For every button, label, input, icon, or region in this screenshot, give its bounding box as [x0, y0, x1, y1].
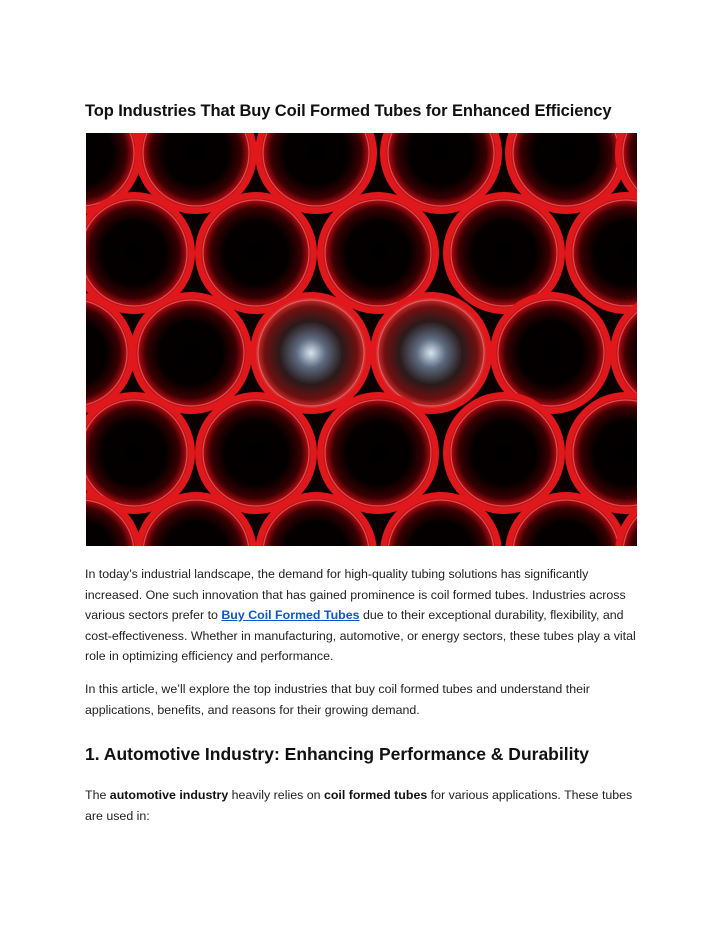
tube-circle — [198, 195, 314, 311]
intro-text-after-link: due to their exceptional durability, flexibility, and cost-effectiveness. Whether in manufacturing, automotive, or energy sectors, these tubes play a vital role in optimizing efficiency and performance. — [85, 608, 636, 663]
intro-text-before-link: In today’s industrial landscape, the demand for high-quality tubing solutions has significantly increased. One such innovation that has gained prominence is coil formed tubes. Industries across various sectors prefer to — [85, 567, 626, 622]
tube-circle — [86, 395, 192, 511]
section-text-1: The — [85, 788, 110, 802]
tubes-photo — [86, 133, 637, 546]
bold-automotive-industry: automotive industry — [109, 788, 229, 802]
buy-coil-formed-tubes-link[interactable]: Buy Coil Formed Tubes — [221, 608, 360, 622]
tube-circle — [320, 395, 436, 511]
section-paragraph — [85, 785, 637, 826]
bold-coil-formed-tubes: coil formed tubes — [323, 788, 428, 802]
tube-circle — [253, 295, 369, 411]
intro-paragraph — [85, 564, 637, 667]
section-text-3: for various applications. These tubes are used in: — [85, 788, 633, 823]
section-text-2: heavily relies on — [228, 788, 324, 802]
article-intro-paragraph: In this article, we’ll explore the top industries that buy coil formed tubes and understand their applications, benefits, and reasons for their growing demand. — [85, 682, 590, 717]
section-heading: 1. Automotive Industry: Enhancing Performance & Durability — [85, 744, 590, 764]
tube-circle — [198, 395, 314, 511]
document-title: Top Industries That Buy Coil Formed Tubes for Enhanced Efficiency — [85, 102, 612, 120]
tube-circle — [86, 195, 192, 311]
hero-image — [86, 133, 637, 546]
tube-circle — [133, 295, 249, 411]
tube-circle — [446, 395, 562, 511]
